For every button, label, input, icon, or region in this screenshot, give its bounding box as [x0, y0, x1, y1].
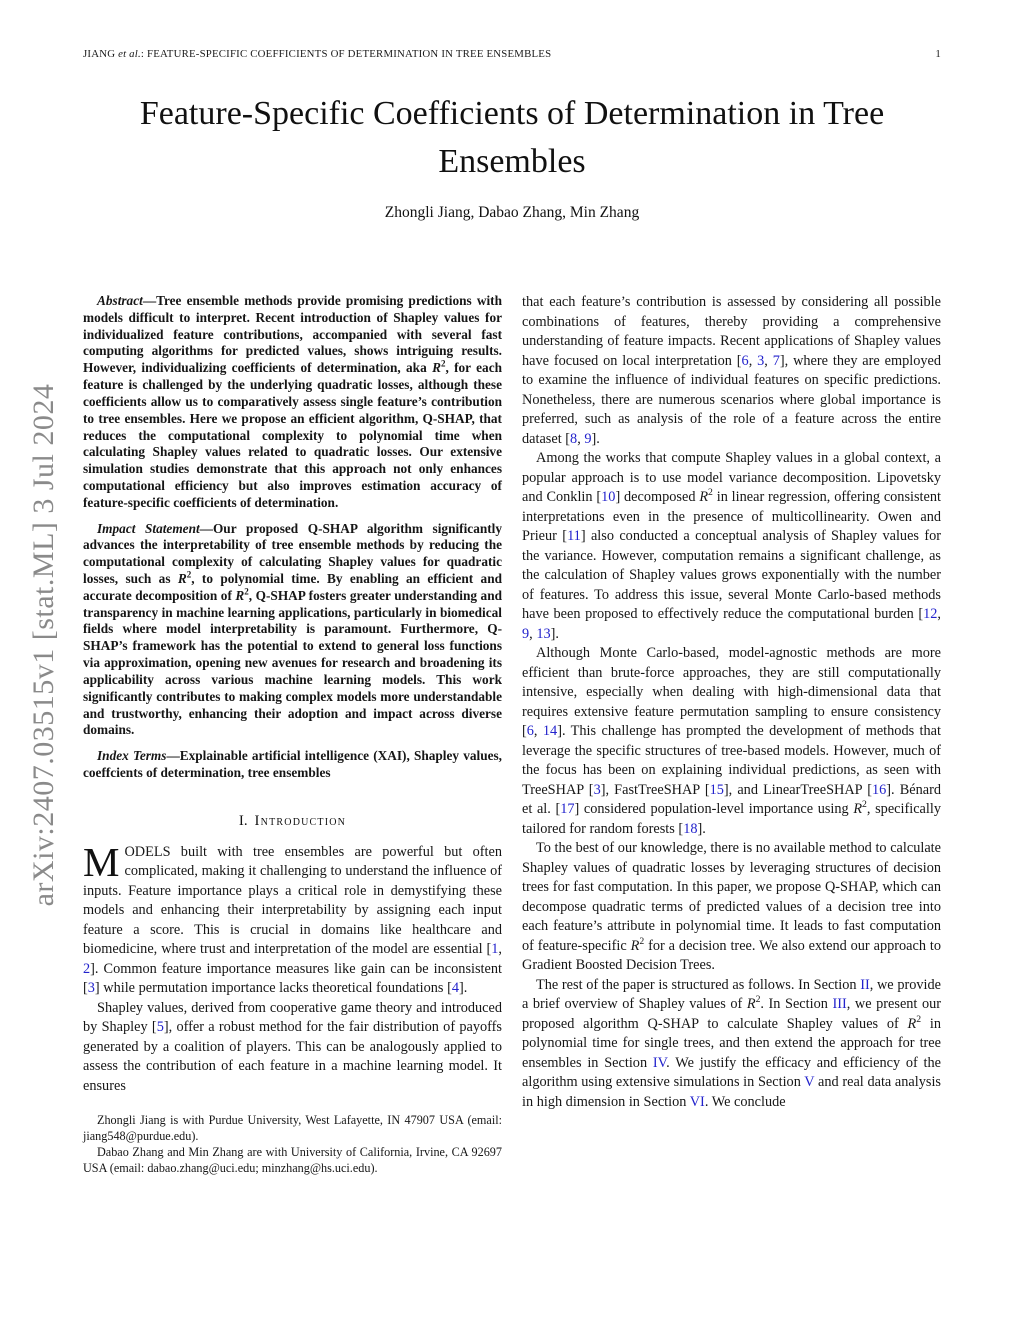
intro-paragraph-1: [83, 838, 502, 999]
citation-link[interactable]: 4: [451, 980, 459, 997]
text-segment: To the best of our knowledge, there is no available method to calculate Shapley values of quadratic losses by leveraging structures of decision trees for fast computation. In this paper, we propose Q-SHAP, which can decompose quadratic terms of predicted values of a decision tree into each feature’s attribute in polynomial time. It leads to fast computation of feature-specific: [522, 840, 941, 954]
right-column: [522, 293, 941, 1177]
abstract-paragraph: [83, 293, 502, 512]
text-segment: R: [432, 360, 441, 376]
text-segment: ].: [591, 430, 600, 447]
running-header: [83, 48, 941, 60]
footnote-affiliation-1: Zhongli Jiang is with Purdue University, West Lafayette, IN 47907 USA (email: jiang548@purdue.edu).: [83, 1113, 502, 1144]
text-segment: in linear regression, offering consistent interpretations even in the presence of multicollinearity. Owen and Prieur [: [522, 489, 941, 544]
text-segment: Impact Statement: [97, 520, 200, 536]
text-segment: 2: [755, 994, 761, 1006]
text-segment: Although Monte Carlo-based, model-agnostic methods are more efficient than brute-force approaches, they are still computationally intensive, especially when dealing with high-dimensional data that requires extensive feature permutation sampling to ensure consistency [: [522, 645, 941, 739]
text-segment: R: [630, 937, 640, 954]
title-block: [0, 90, 1024, 222]
citation-link[interactable]: IV: [652, 1054, 667, 1071]
text-segment: ] decomposed: [615, 489, 700, 505]
text-segment: ] also conducted a conceptual analysis of Shapley values for the variance. However, computation remains a significant challenge, as the calculation of Shapley values grows exponentially with the number of features. To address this issue, several Monte Carlo-based methods have been proposed to effectively reduce the computational burden [: [522, 528, 942, 622]
text-segment: 2: [186, 569, 192, 580]
text-segment: ], where they are employed to examine the influence of individual features on specific predictions. Nonetheless, there are numerous scenarios where global importance is preferred, such as analysis of the role of a feature across the entire dataset [: [522, 352, 941, 447]
text-segment: Shapley values, derived from cooperative game theory and introduced by Shapley [: [83, 999, 502, 1036]
body-paragraph-1: [522, 293, 941, 449]
citation-link[interactable]: 3: [593, 781, 601, 798]
text-segment: R: [907, 1015, 917, 1032]
text-segment: ,: [533, 723, 543, 739]
text-segment: JIANG: [83, 48, 119, 60]
text-segment: , we present our proposed algorithm Q-SHAP to calculate Shapley values of: [522, 996, 942, 1032]
text-segment: ]. Common feature importance measures like gain can be inconsistent [: [83, 960, 502, 997]
text-segment: ,: [764, 352, 773, 369]
citation-link[interactable]: II: [860, 976, 870, 993]
citation-link[interactable]: 10: [601, 489, 616, 505]
two-column-body: [83, 293, 941, 1177]
text-segment: Among the works that compute Shapley values in a global context, a popular approach is to use model variance decomposition. Lipovetsky and Conklin [: [522, 450, 941, 505]
citation-link[interactable]: 7: [772, 352, 780, 369]
footnote-affiliation-2: Dabao Zhang and Min Zhang are with University of California, Irvine, CA 92697 USA (email: dabao.zhang@uci.edu; minzhang@hs.uci.edu).: [83, 1144, 502, 1175]
text-segment: ], offer a robust method for the fair distribution of payoffs generated by a coalition of players. This can be analogously applied to assess the contribution of each feature in a machine learning model. It ensures: [83, 1019, 502, 1094]
text-segment: —Explainable artificial intelligence (XAI), Shapley values, coeffcients of determination, tree ensembles: [83, 748, 502, 780]
citation-link[interactable]: 3: [87, 980, 95, 997]
body-paragraph-4: [522, 839, 941, 976]
citation-link[interactable]: 14: [542, 723, 558, 739]
text-segment: ,: [529, 625, 537, 642]
section-heading-introduction: [83, 813, 502, 830]
text-segment: ,: [748, 352, 758, 369]
paper-title: Feature-Specific Coefficients of Determination in Tree Ensembles: [139, 95, 885, 181]
body-paragraph-5: [522, 976, 941, 1113]
citation-link[interactable]: 1: [491, 941, 499, 958]
index-terms-paragraph: [83, 748, 502, 782]
intro-paragraph-1-text: [83, 838, 502, 997]
citation-link[interactable]: 9: [522, 625, 530, 642]
text-segment: Index Terms: [97, 748, 167, 764]
citation-link[interactable]: VI: [689, 1093, 705, 1110]
text-segment: ].: [550, 625, 559, 642]
text-segment: for a decision tree. We also extend our approach to Gradient Boosted Decision Trees.: [522, 937, 942, 973]
citation-link[interactable]: 13: [536, 625, 551, 642]
text-segment: ,: [498, 941, 502, 958]
text-segment: ,: [577, 430, 585, 447]
text-segment: ODELS built with tree ensembles are powerful but often complicated, making it challenging to understand the influence of inputs. Feature importance plays a critical role in demystifying these models and enhancing their interpretability by assigning each input feature a score. This is crucial in domains like healthcare and biomedicine, where trust and interpretation of the model are essential [: [83, 843, 502, 958]
text-segment: R: [699, 489, 709, 505]
text-segment: 2: [708, 487, 713, 499]
text-segment: ] while permutation importance lacks theoretical foundations [: [94, 980, 452, 997]
body-paragraph-2: [522, 449, 941, 644]
impact-statement-paragraph: [83, 521, 502, 740]
left-column: [83, 293, 502, 1177]
citation-link[interactable]: V: [804, 1074, 815, 1090]
arxiv-watermark: arXiv:2407.03515v1 [stat.ML] 3 Jul 2024: [27, 383, 60, 907]
author-footnotes: [83, 1113, 502, 1176]
text-segment: . We justify the efficacy and efficiency of the algorithm using extensive simulations in Section: [522, 1054, 942, 1090]
citation-link[interactable]: 2: [83, 960, 91, 977]
citation-link[interactable]: 15: [709, 781, 724, 798]
text-segment: R: [235, 587, 245, 603]
citation-link[interactable]: 11: [567, 528, 581, 544]
text-segment: 2: [916, 1013, 922, 1025]
citation-link[interactable]: 9: [584, 430, 592, 447]
citation-link[interactable]: 6: [741, 352, 749, 369]
text-segment: 2: [440, 358, 446, 369]
text-segment: ], and LinearTreeSHAP [: [723, 781, 872, 798]
text-segment: ]. Bénard et al. [: [522, 781, 941, 817]
text-segment: 2: [244, 586, 249, 597]
text-segment: ,: [937, 606, 941, 622]
text-segment: ].: [458, 980, 468, 997]
section-title: Introduction: [254, 812, 347, 829]
text-segment: ].: [697, 820, 706, 837]
text-segment: et al.: [118, 48, 141, 60]
text-segment: Abstract: [97, 293, 143, 308]
text-segment: ], FastTreeSHAP [: [600, 781, 710, 798]
text-segment: , Q-SHAP fosters greater understanding and transparency in machine learning applications, particularly in biomedical fields where model interpretability is paramount. Furthermore, Q-SHAP’s framework has the potential to extend to general loss functions via approximation, opening new avenues for research and broadening its applicability across various machine learning models. This work significantly contributes to making complex models more understandable and trustworthy, enhancing their adoption and impact across diverse domains.: [83, 587, 502, 738]
page-number: 1: [935, 48, 941, 60]
text-segment: ]. This challenge has prompted the development of methods that leverage the specific structures of tree-based models. However, much of the focus has been on explaining individual predictions, as seen with TreeSHAP [: [522, 723, 941, 798]
citation-link[interactable]: 18: [683, 820, 698, 837]
author-line: Zhongli Jiang, Dabao Zhang, Min Zhang: [384, 203, 640, 221]
text-segment: 2: [862, 799, 867, 811]
text-segment: . In Section: [760, 996, 833, 1012]
text-segment: and real data analysis in high dimension in Section: [522, 1074, 941, 1110]
running-header-title: [83, 48, 551, 60]
text-segment: in polynomial time for single trees, and then extend the approach for tree ensembles in Section: [522, 1015, 941, 1071]
citation-link[interactable]: 12: [923, 606, 938, 622]
citation-link[interactable]: 16: [871, 781, 887, 798]
text-segment: The rest of the paper is structured as follows. In Section: [536, 976, 861, 993]
dropcap-letter: M: [83, 838, 120, 885]
text-segment: , for each feature is challenged by the underlying quadratic losses, although these coefficients allow us to comparatively assess single feature’s contribution to tree ensembles. Here we propose an efficient algorithm, Q-SHAP, that reduces the computational complexity to polynomial time when calculating Shapley values related to quadratic losses. Our extensive simulation studies demonstrate that this approach not only enhances computational efficiency but also improves estimation accuracy of feature-specific coefficients of determination.: [83, 360, 502, 510]
text-segment: —Tree ensemble methods provide promising predictions with models difficult to interpret. Recent introduction of Shapley values for individualized feature contributions, accompanied with several fast computing algorithms for predicted values, shows intriguing results. However, individualizing coefficients of determination, aka: [83, 293, 502, 376]
citation-link[interactable]: 8: [570, 430, 578, 447]
section-number: I.: [238, 812, 248, 829]
text-segment: that each feature’s contribution is assessed by considering all possible combinations of features, thereby providing a comprehensive understanding of feature impacts. Recent applications of Shapley values have focused on local interpretation [: [522, 294, 941, 369]
text-segment: , to polynomial time. By enabling an efficient and accurate decomposition of: [83, 571, 502, 603]
text-segment: —Our proposed Q-SHAP algorithm significantly advances the interpretability of tree ensemble methods by reducing the computational complexity of calculating Shapley values for quadratic losses, such as: [83, 520, 503, 586]
citation-link[interactable]: 5: [156, 1019, 164, 1036]
text-segment: : FEATURE-SPECIFIC COEFFICIENTS OF DETERMINATION IN TREE ENSEMBLES: [140, 48, 552, 60]
intro-paragraph-2: [83, 999, 502, 1097]
citation-link[interactable]: III: [832, 996, 847, 1012]
citation-link[interactable]: 3: [757, 352, 765, 369]
citation-link[interactable]: 17: [560, 801, 575, 817]
text-segment: R: [746, 996, 756, 1012]
text-segment: , specifically tailored for random forests [: [522, 801, 941, 837]
text-segment: , we provide a brief overview of Shapley values of: [522, 976, 941, 1012]
text-segment: ] considered population-level importance using: [574, 801, 854, 817]
body-paragraph-3: [522, 644, 941, 839]
citation-link[interactable]: 6: [526, 723, 534, 739]
text-segment: 2: [639, 935, 645, 947]
text-segment: R: [853, 801, 863, 817]
text-segment: . We conclude: [704, 1093, 786, 1110]
text-segment: R: [177, 571, 187, 586]
